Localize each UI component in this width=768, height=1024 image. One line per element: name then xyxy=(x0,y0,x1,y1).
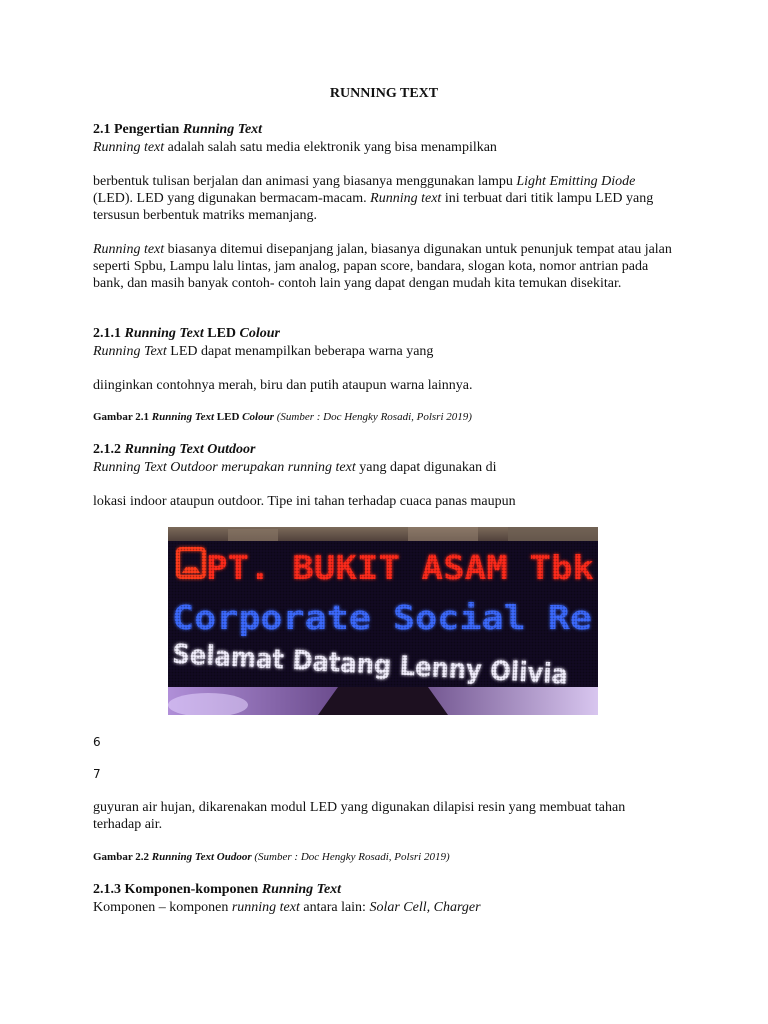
page-number: 7 xyxy=(93,767,101,781)
section-heading-2-1 xyxy=(93,121,262,138)
section-heading-2-1-2 xyxy=(93,441,255,458)
paragraph xyxy=(93,173,665,224)
paragraph xyxy=(93,493,673,510)
heading-emphasis: Running Text xyxy=(182,122,263,137)
heading-emphasis: Running Text Outdoor xyxy=(124,442,256,457)
text: LED dapat menampilkan beberapa warna yang xyxy=(166,344,434,359)
paragraph xyxy=(93,799,668,833)
caption-text: LED xyxy=(214,411,243,423)
paragraph xyxy=(93,899,673,916)
led-display-photo xyxy=(168,527,598,715)
heading-number: 2.1.2 xyxy=(93,442,125,457)
paragraph xyxy=(93,241,673,292)
led-dot-matrix xyxy=(168,541,598,687)
paragraph xyxy=(93,139,673,156)
caption-source: (Sumber : Doc Hengky Rosadi, Polsri 2019) xyxy=(273,411,472,423)
heading-emphasis: Running Text xyxy=(124,326,204,341)
emphasis: Running text xyxy=(93,242,165,257)
page-title: RUNNING TEXT xyxy=(329,86,439,101)
sign-frame xyxy=(318,687,448,715)
text: lokasi indoor ataupun outdoor. Tipe ini tahan terhadap cuaca panas maupun xyxy=(93,494,516,509)
text: biasanya ditemui disepanjang jalan, biasanya digunakan untuk penunjuk tempat atau jalan seperti Spbu, Lampu lalu lintas, jam analog, papan score, bandara, slogan kota, nomor antrian pada bank, dan masih banyak contoh- contoh lain yang dapat dengan mudah kita temukan disekitar. xyxy=(93,242,672,291)
page-number: 6 xyxy=(93,735,101,749)
emphasis: Solar Cell, Charger xyxy=(369,900,481,915)
emphasis: running text xyxy=(231,900,300,915)
led-photo-svg xyxy=(168,527,598,715)
figure-caption xyxy=(93,410,472,424)
caption-label: Gambar 2.2 xyxy=(93,851,152,863)
paragraph xyxy=(93,377,673,394)
heading-emphasis: Colour xyxy=(239,326,281,341)
text: adalah salah satu media elektronik yang bisa menampilkan xyxy=(164,140,497,155)
emphasis: Running Text Outdoor merupakan running text xyxy=(93,460,356,475)
heading-number: 2.1 Pengertian xyxy=(93,122,183,137)
caption-label: Gambar 2.1 xyxy=(93,411,152,423)
section-heading-2-1-3 xyxy=(93,881,341,898)
caption-source: (Sumber : Doc Hengky Rosadi, Polsri 2019) xyxy=(251,851,450,863)
heading-text: LED xyxy=(203,326,240,341)
text: antara lain: xyxy=(299,900,370,915)
section-heading-2-1-1 xyxy=(93,325,280,342)
text: guyuran air hujan, dikarenakan modul LED yang digunakan dilapisi resin yang membuat tahan terhadap air. xyxy=(93,800,626,832)
text: ini terbuat dari titik lampu LED yang tersusun berbentuk matriks memanjang. xyxy=(93,191,654,223)
emphasis: Running text xyxy=(370,191,442,206)
emphasis: Light Emitting Diode xyxy=(516,174,636,189)
text: diinginkan contohnya merah, biru dan putih ataupun warna lainnya. xyxy=(93,378,473,393)
caption-emphasis: Colour xyxy=(242,411,274,423)
caption-emphasis: Running Text xyxy=(151,411,215,423)
emphasis: Running text xyxy=(93,140,165,155)
caption-emphasis: Running Text Oudoor xyxy=(151,851,252,863)
heading-emphasis: Running Text xyxy=(261,882,342,897)
text: (LED). LED yang digunakan bermacam-macam. xyxy=(93,191,371,206)
heading-number: 2.1.1 xyxy=(93,326,125,341)
figure-caption xyxy=(93,850,450,864)
heading-number: 2.1.3 Komponen-komponen xyxy=(93,882,262,897)
emphasis: Running Text xyxy=(93,344,167,359)
text: yang dapat digunakan di xyxy=(355,460,497,475)
text: Komponen – komponen xyxy=(93,900,232,915)
text: berbentuk tulisan berjalan dan animasi yang biasanya menggunakan lampu xyxy=(93,174,517,189)
paragraph xyxy=(93,459,673,476)
paragraph xyxy=(93,343,673,360)
